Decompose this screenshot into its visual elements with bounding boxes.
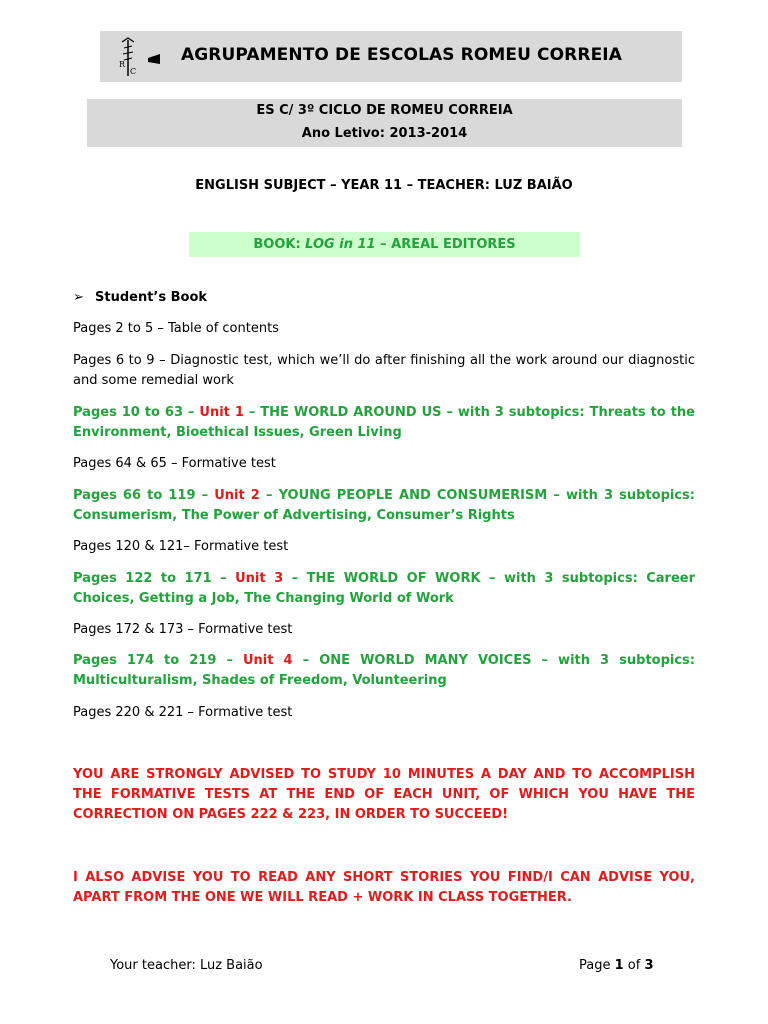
school-unit: ES C/ 3º CICLO DE ROMEU CORREIA xyxy=(256,103,513,118)
book-title: LOG in 11 xyxy=(305,237,376,252)
reading-advice: I ALSO ADVISE YOU TO READ ANY SHORT STORIES YOU FIND/I CAN ADVISE YOU, APART FROM THE ONE WE WILL READ + WORK IN CLASS TOGETHER. xyxy=(73,870,695,905)
section-heading xyxy=(73,290,207,305)
unit-1-text: – THE WORLD AROUND US – with 3 subtopics: Threats to the Environment, Bioethical Issues, Green Living xyxy=(73,405,695,440)
entry-toc: Pages 2 to 5 – Table of contents xyxy=(73,321,279,336)
svg-text:R: R xyxy=(119,60,126,69)
entry-unit-1 xyxy=(73,403,695,443)
arrow-bullet-icon: ➢ xyxy=(73,290,84,305)
svg-text:C: C xyxy=(130,67,137,76)
school-name: AGRUPAMENTO DE ESCOLAS ROMEU CORREIA xyxy=(181,45,622,65)
entry-formative-3: Pages 172 & 173 – Formative test xyxy=(73,622,293,637)
unit-4-text: – ONE WORLD MANY VOICES – with 3 subtopics: Multiculturalism, Shades of Freedom, Volunteering xyxy=(73,653,695,688)
unit-1-label: Unit 1 xyxy=(199,405,244,420)
school-header-banner xyxy=(100,31,682,82)
entry-formative-1: Pages 64 & 65 – Formative test xyxy=(73,456,276,471)
unit-2-label: Unit 2 xyxy=(214,488,260,503)
section-title: Student’s Book xyxy=(95,290,208,305)
unit-2-text: – YOUNG PEOPLE AND CONSUMERISM – with 3 subtopics: Consumerism, The Power of Advertising, Consumer’s Rights xyxy=(73,488,695,523)
school-year: Ano Letivo: 2013-2014 xyxy=(301,126,468,141)
school-info-box xyxy=(87,99,682,147)
unit-4-label: Unit 4 xyxy=(243,653,293,668)
school-logo-icon xyxy=(108,36,164,78)
entry-formative-2: Pages 120 & 121– Formative test xyxy=(73,539,289,554)
subject-line: ENGLISH SUBJECT – YEAR 11 – TEACHER: LUZ BAIÃO xyxy=(195,178,573,193)
unit-4-pages: Pages 174 to 219 – xyxy=(73,653,243,668)
page-of: of xyxy=(623,958,645,973)
study-advice: YOU ARE STRONGLY ADVISED TO STUDY 10 MINUTES A DAY AND TO ACCOMPLISH THE FORMATIVE TESTS AT THE END OF EACH UNIT, OF WHICH YOU HAVE THE CORRECTION ON PAGES 222 & 223, IN ORDER TO SUCCEED! xyxy=(73,767,695,822)
entry-unit-4 xyxy=(73,651,695,691)
entry-diagnostic: Pages 6 to 9 – Diagnostic test, which we’ll do after finishing all the work around our diagnostic and some remedial work xyxy=(73,353,695,388)
book-publisher: – AREAL EDITORES xyxy=(375,237,516,252)
page-current: 1 xyxy=(614,958,624,973)
footer-page-number xyxy=(579,958,654,973)
page-total: 3 xyxy=(644,958,654,973)
page-label: Page xyxy=(579,958,615,973)
unit-2-pages: Pages 66 to 119 – xyxy=(73,488,215,503)
book-box xyxy=(189,232,580,257)
entry-unit-2 xyxy=(73,486,695,526)
unit-3-text: – THE WORLD OF WORK – with 3 subtopics: Career Choices, Getting a Job, The Changing World of Work xyxy=(73,571,696,606)
unit-3-pages: Pages 122 to 171 – xyxy=(73,571,236,586)
footer-teacher: Your teacher: Luz Baião xyxy=(110,958,263,973)
unit-3-label: Unit 3 xyxy=(235,571,284,586)
unit-1-pages: Pages 10 to 63 – xyxy=(73,405,200,420)
entry-unit-3 xyxy=(73,569,695,609)
book-prefix: BOOK: xyxy=(253,237,306,252)
entry-formative-4: Pages 220 & 221 – Formative test xyxy=(73,705,293,720)
